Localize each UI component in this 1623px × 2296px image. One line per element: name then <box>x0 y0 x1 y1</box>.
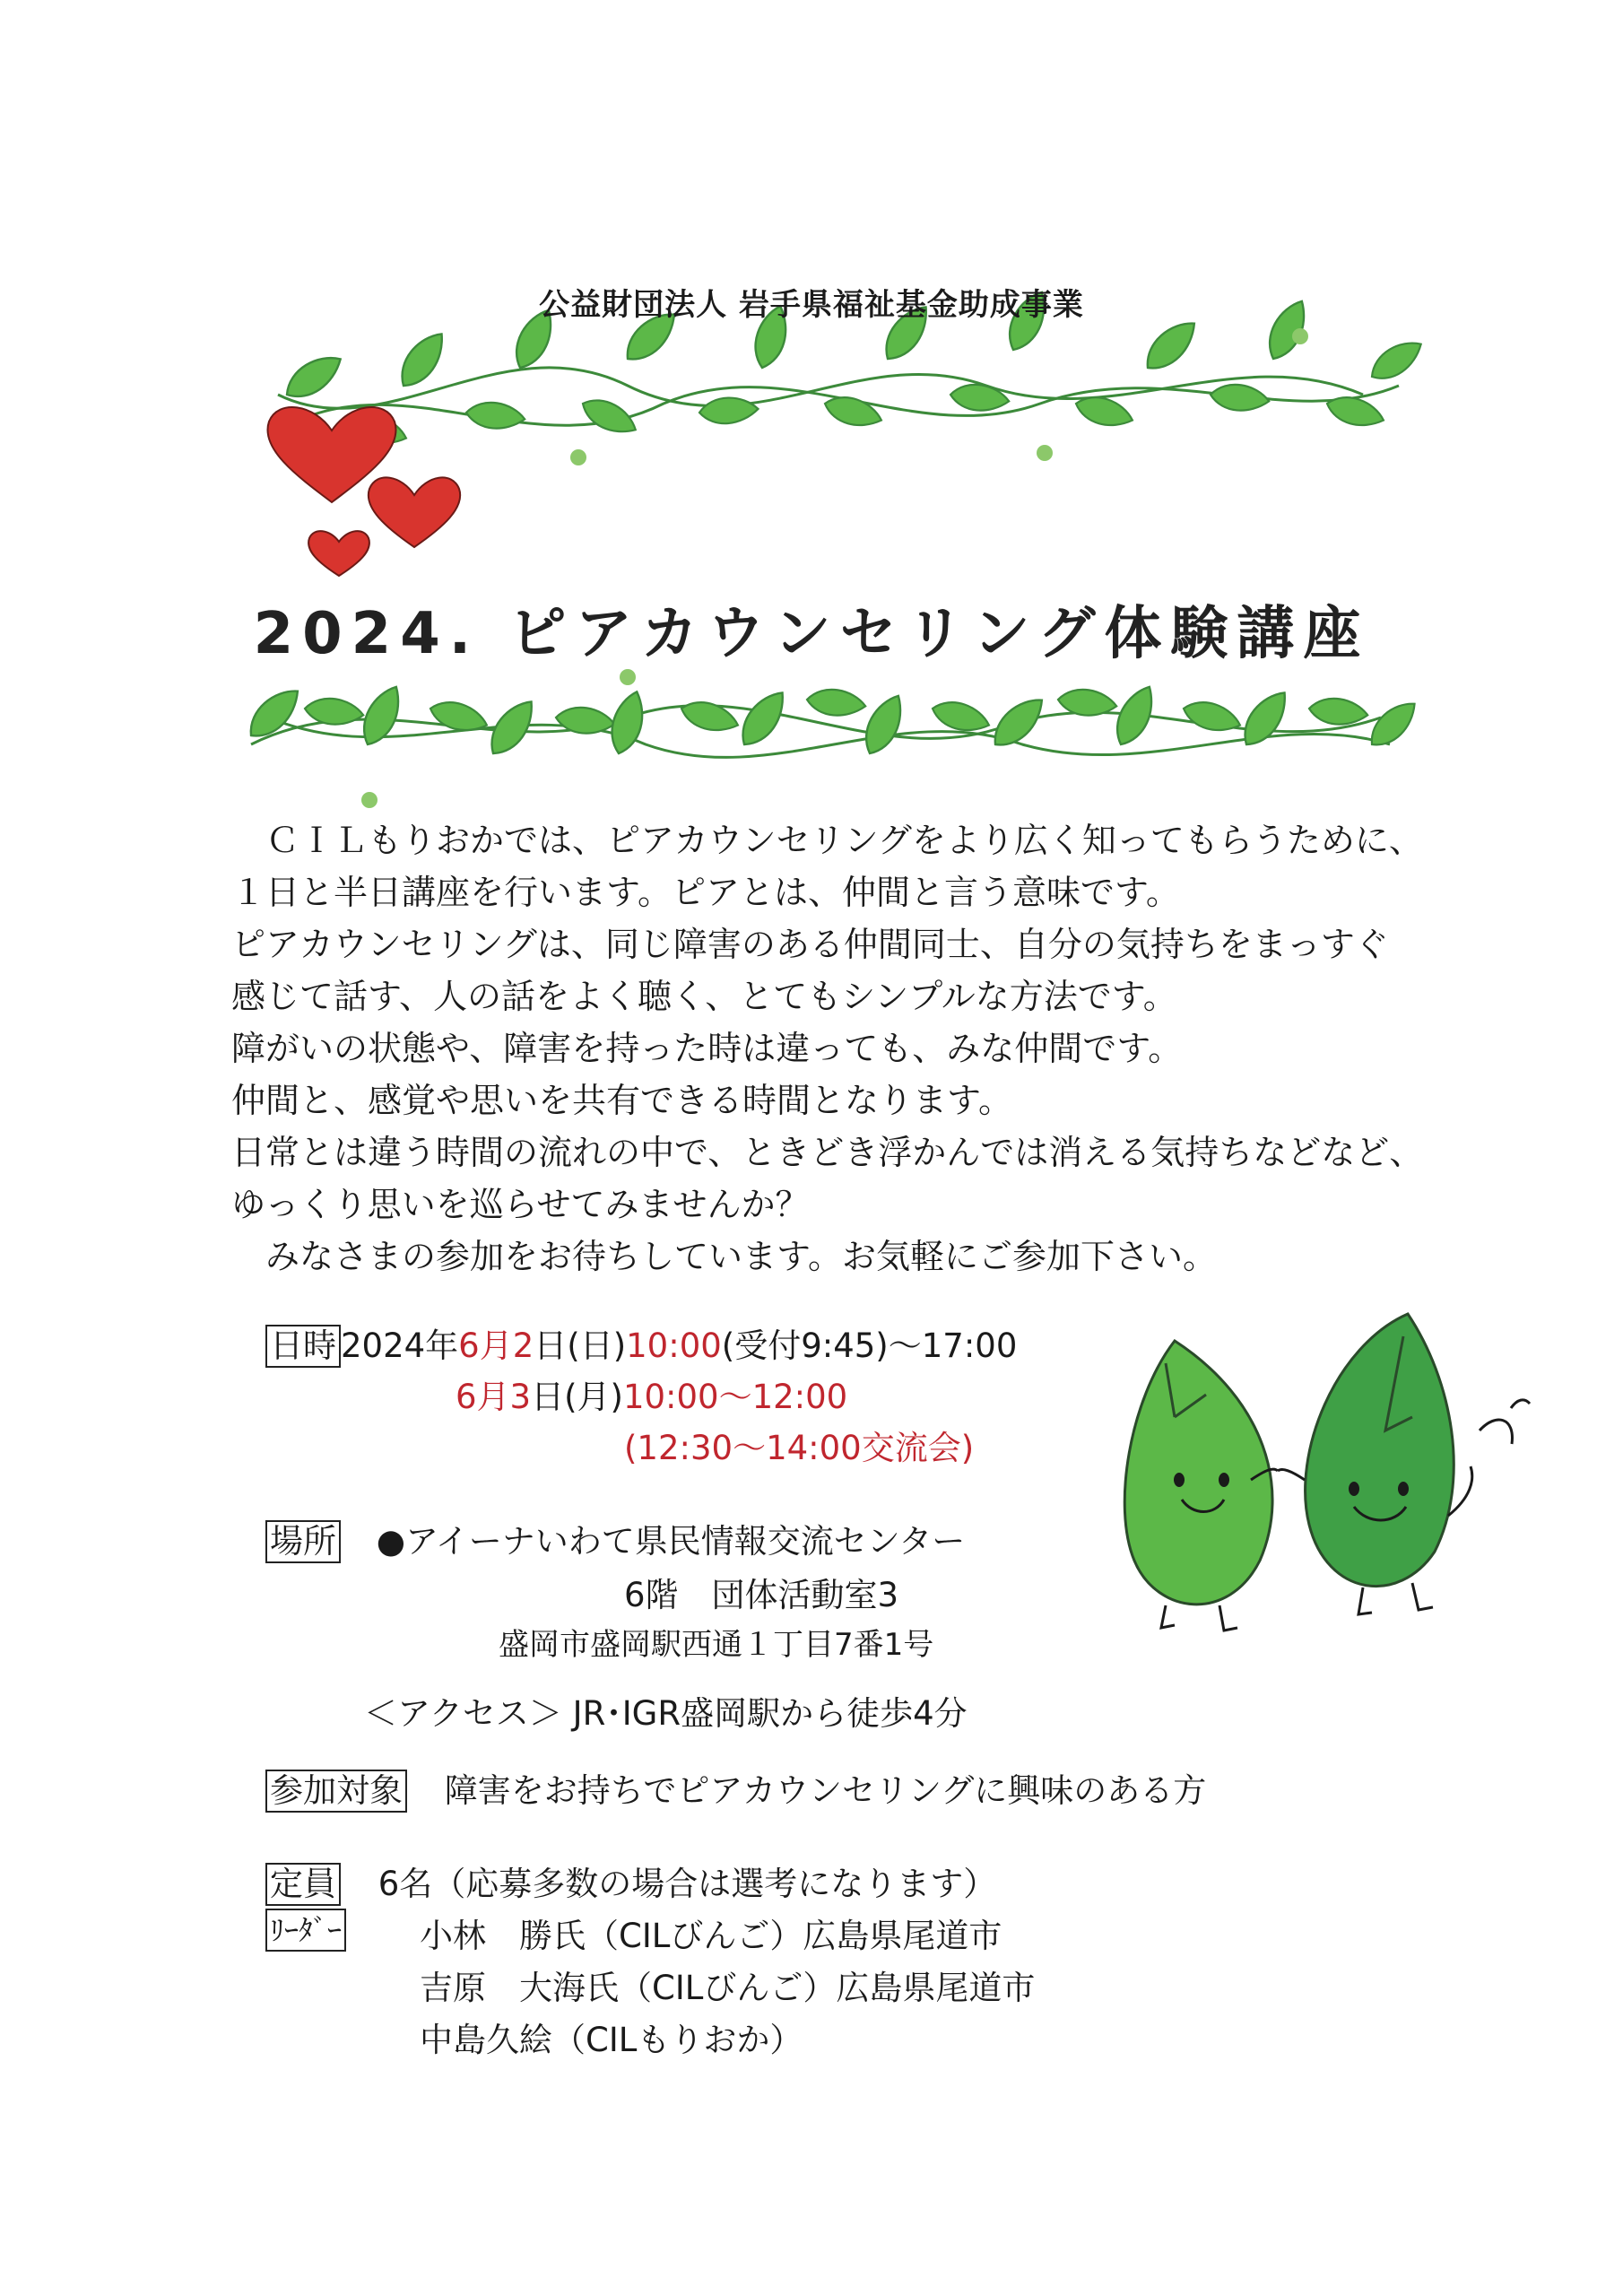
venue-address: 盛岡市盛岡駅西通１丁目7番1号 <box>499 1627 934 1663</box>
leader-item: 小林 勝氏（CILびんご）広島県尾道市 <box>420 1917 1002 1955</box>
day1-start-time: 10:00 <box>626 1326 722 1365</box>
leaders-row <box>265 1909 346 1952</box>
exchange-meeting-note: (12:30～14:00交流会) <box>624 1429 975 1467</box>
venue-label: 場所 <box>265 1520 341 1563</box>
venue-name: ●アイーナいわて県民情報交流センター <box>376 1522 966 1561</box>
capacity-label: 定員 <box>265 1863 341 1906</box>
intro-paragraph <box>231 814 1505 1283</box>
intro-line: みなさまの参加をお待ちしています。お気軽にご参加下さい。 <box>231 1237 1217 1276</box>
intro-line: ゆっくり思いを巡らせてみませんか？ <box>231 1185 810 1224</box>
intro-line: ＣＩＬもりおかでは、ピアカウンセリングをより広く知ってもらうために、 <box>231 821 1423 860</box>
day2-month-day: 6月3 <box>456 1378 532 1416</box>
hearts-decoration <box>267 407 460 576</box>
leaders-label: ﾘｰﾀﾞｰ <box>265 1909 346 1952</box>
day2-weekday: 日(月) <box>531 1378 623 1416</box>
target-row <box>265 1763 1206 1813</box>
intro-line: 障がいの状態や、障害を持った時は違っても、みな仲間です。 <box>231 1029 1183 1068</box>
day1-year: 2024年 <box>341 1326 459 1365</box>
intro-line: １日と半日講座を行います。ピアとは、仲間と言う意味です。 <box>231 873 1180 912</box>
page-title: 2024. ピアカウンセリング体験講座 <box>253 601 1370 667</box>
venue-row <box>265 1514 965 1563</box>
organizer-line: 公益財団法人 岩手県福祉基金助成事業 <box>539 287 1084 323</box>
intro-line: 感じて話す、人の話をよく聴く、とてもシンプルな方法です。 <box>231 977 1177 1016</box>
target-label: 参加対象 <box>265 1770 407 1813</box>
leader-item: 吉原 大海氏（CILびんご）広島県尾道市 <box>420 1969 1036 2007</box>
datetime-day2 <box>456 1370 847 1418</box>
venue-access: ＜アクセス＞ JR･IGR盛岡駅から徒歩4分 <box>364 1694 968 1733</box>
bottom-vine-leaves <box>240 681 1426 760</box>
day1-reception-end: (受付9:45)～17:00 <box>721 1326 1018 1365</box>
target-value: 障害をお持ちでピアカウンセリングに興味のある方 <box>444 1771 1207 1810</box>
datetime-day1 <box>265 1318 1017 1368</box>
day2-time: 10:00～12:00 <box>622 1378 848 1416</box>
day1-weekday: 日(日) <box>534 1326 627 1365</box>
intro-line: ピアカウンセリングは、同じ障害のある仲間同士、自分の気持ちをまっすぐ <box>231 925 1389 964</box>
leaf-character-right <box>1278 1314 1530 1614</box>
intro-line: 仲間と、感覚や思いを共有できる時間となります。 <box>231 1081 1012 1120</box>
day1-month-day: 6月2 <box>458 1326 534 1365</box>
leaf-character-left <box>1124 1341 1278 1631</box>
capacity-value: 6名（応募多数の場合は選考になります） <box>378 1865 997 1903</box>
venue-room: 6階 団体活動室3 <box>624 1576 899 1614</box>
capacity-row <box>265 1857 996 1906</box>
datetime-label: 日時 <box>265 1325 341 1368</box>
leader-item: 中島久絵（CILもりおか） <box>420 2021 803 2059</box>
intro-line: 日常とは違う時間の流れの中で、ときどき浮かんでは消える気持ちなどなど、 <box>231 1133 1424 1172</box>
